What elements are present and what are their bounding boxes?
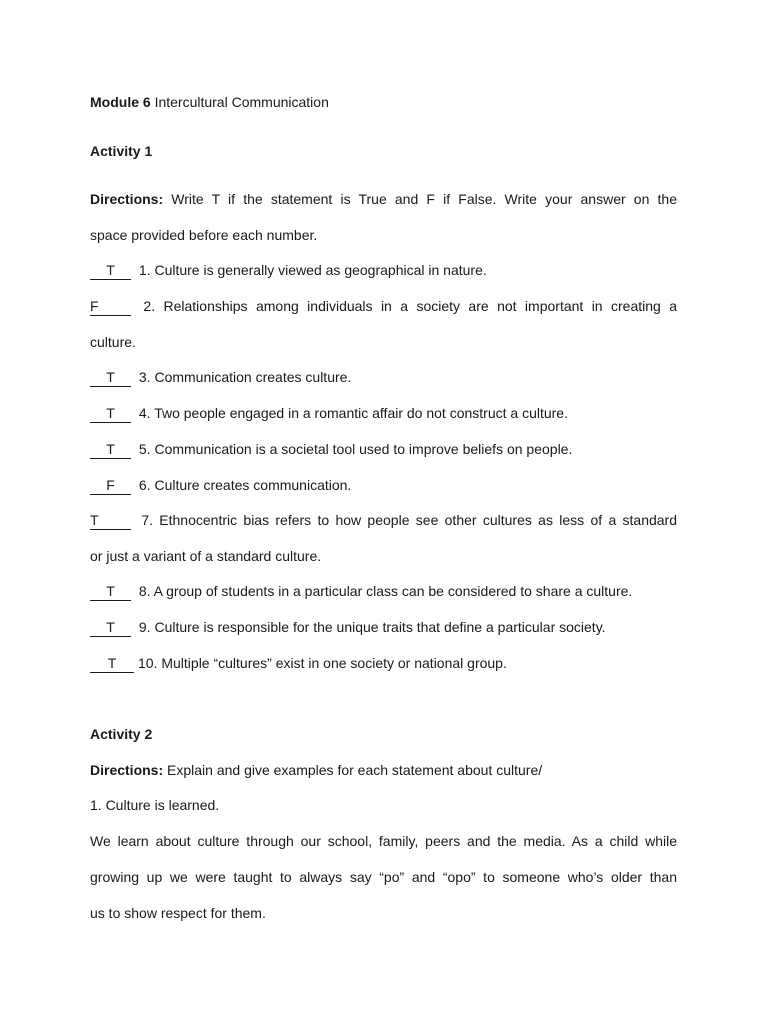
answer-blank[interactable]: T (90, 654, 134, 673)
directions-label: Directions: (90, 191, 164, 207)
list-item: F 2. Relationships among individuals in a society are not important in creating a (90, 298, 678, 314)
directions-label: Directions: (90, 762, 164, 778)
answer-blank[interactable]: T (90, 261, 131, 280)
list-item: T 3. Communication creates culture. (90, 365, 677, 389)
answer-blank[interactable]: T (90, 511, 131, 530)
answer-blank[interactable]: F (90, 297, 131, 316)
module-label: Module 6 (90, 94, 151, 110)
module-heading (90, 90, 677, 114)
activity1-heading: Activity 1 (90, 143, 153, 159)
list-item: T 7. Ethnocentric bias refers to how people see other cultures as less of a standard (90, 512, 678, 528)
answer-blank[interactable]: T (90, 368, 131, 387)
list-item: T 1. Culture is generally viewed as geographical in nature. (90, 258, 677, 282)
list-item: T 9. Culture is responsible for the unique traits that define a particular society. (90, 615, 677, 639)
activity2-answer-line1: We learn about culture through our school, family, peers and the media. As a child while (90, 833, 677, 849)
answer-blank[interactable]: T (90, 440, 131, 459)
list-item: T 8. A group of students in a particular class can be considered to share a culture. (90, 579, 677, 603)
list-item: F 6. Culture creates communication. (90, 473, 677, 497)
activity2-heading: Activity 2 (90, 726, 153, 742)
activity1-directions-line1: Directions: Write T if the statement is True and F if False. Write your answer on the (90, 191, 677, 207)
list-item-continuation: culture. (90, 334, 136, 350)
activity2-item1: 1. Culture is learned. (90, 797, 220, 813)
activity2-directions: Directions: Explain and give examples for each statement about culture/ (90, 762, 543, 778)
answer-blank[interactable]: T (90, 404, 131, 423)
list-item-continuation: or just a variant of a standard culture. (90, 548, 322, 564)
answer-blank[interactable]: T (90, 582, 131, 601)
list-item: T 5. Communication is a societal tool used to improve beliefs on people. (90, 437, 677, 461)
list-item: T 10. Multiple “cultures” exist in one society or national group. (90, 651, 677, 675)
activity1-directions-line2: space provided before each number. (90, 227, 318, 243)
answer-blank[interactable]: F (90, 476, 131, 495)
answer-blank[interactable]: T (90, 618, 131, 637)
activity2-answer-line2: growing up we were taught to always say “po” and “opo” to someone who’s older than (90, 869, 677, 885)
list-item: T 4. Two people engaged in a romantic affair do not construct a culture. (90, 401, 677, 425)
module-title: Intercultural Communication (154, 94, 329, 110)
activity2-answer-line3: us to show respect for them. (90, 905, 266, 921)
